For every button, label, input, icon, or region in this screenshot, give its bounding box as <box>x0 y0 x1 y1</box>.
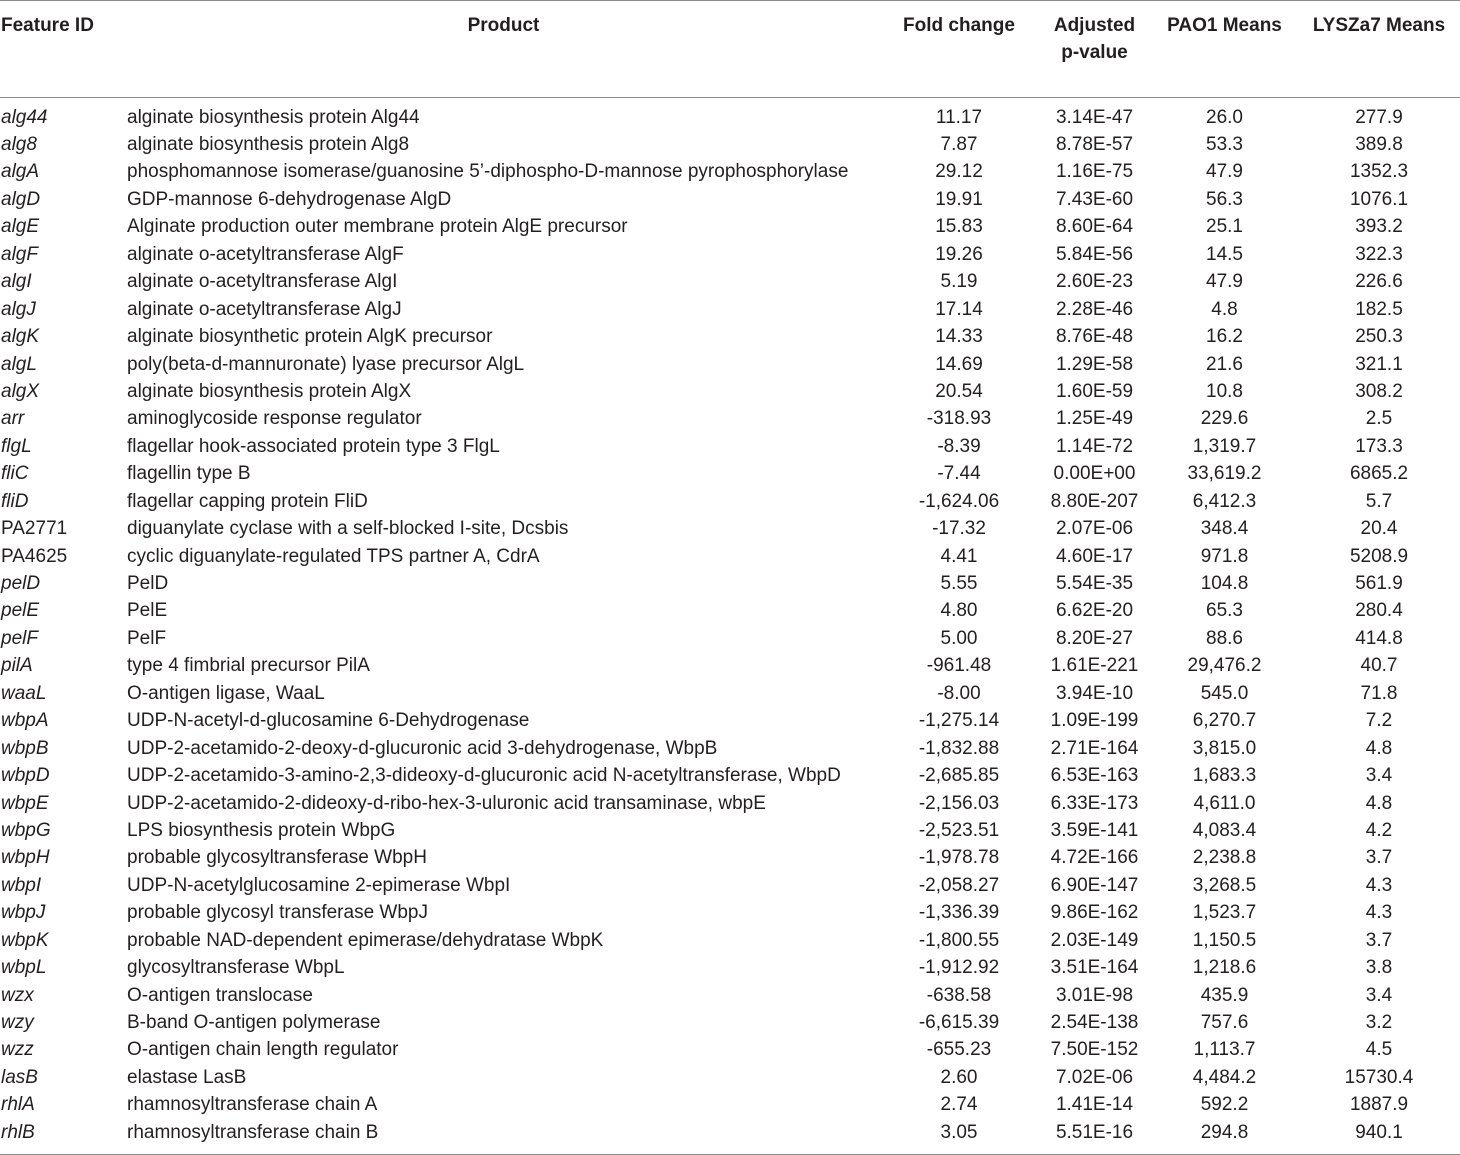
cell-pao1-means: 14.5 <box>1206 243 1243 265</box>
cell-feature-id: wbpA <box>1 710 49 732</box>
cell-adjusted-p-value: 1.41E-14 <box>1055 1094 1134 1116</box>
cell-adjusted-p-value: 3.51E-164 <box>1050 957 1139 979</box>
cell-lysza7-means: 4.3 <box>1365 902 1393 924</box>
cell-pao1-means: 6,412.3 <box>1192 490 1257 512</box>
table-row <box>0 652 1460 679</box>
cell-feature-id: wzy <box>1 1012 34 1033</box>
cell-feature-id: wbpE <box>1 792 49 814</box>
cell-fold-change: -1,800.55 <box>918 929 1000 951</box>
table-row <box>0 762 1460 789</box>
table-row <box>0 268 1460 295</box>
cell-pao1-means: 104.8 <box>1200 573 1249 594</box>
cell-feature-id: algA <box>1 161 40 183</box>
cell-fold-change: -8.00 <box>937 682 981 704</box>
cell-fold-change: 19.91 <box>935 188 983 210</box>
table-row <box>0 570 1460 597</box>
table-row <box>0 158 1460 185</box>
cell-lysza7-means: 20.4 <box>1360 518 1398 540</box>
table-row <box>0 954 1460 981</box>
cell-feature-id: wzx <box>1 984 34 1006</box>
cell-lysza7-means: 173.3 <box>1355 435 1403 457</box>
cell-fold-change: -1,832.88 <box>918 737 1000 759</box>
cell-adjusted-p-value: 7.02E-06 <box>1055 1066 1134 1088</box>
cell-adjusted-p-value: 2.03E-149 <box>1050 929 1139 951</box>
cell-lysza7-means: 3.2 <box>1365 1012 1393 1033</box>
cell-adjusted-p-value: 2.28E-46 <box>1055 298 1134 320</box>
cell-product: glycosyltransferase WbpL <box>127 957 345 979</box>
cell-lysza7-means: 940.1 <box>1355 1121 1403 1143</box>
table-row <box>0 872 1460 899</box>
cell-fold-change: 2.74 <box>940 1094 978 1116</box>
cell-pao1-means: 757.6 <box>1200 1012 1249 1033</box>
cell-adjusted-p-value: 6.62E-20 <box>1055 600 1134 622</box>
cell-fold-change: 29.12 <box>935 161 983 183</box>
cell-feature-id: algI <box>1 271 32 293</box>
cell-pao1-means: 25.1 <box>1206 216 1243 238</box>
cell-adjusted-p-value: 6.53E-163 <box>1050 765 1139 787</box>
table-row <box>0 790 1460 817</box>
cell-pao1-means: 4.8 <box>1211 298 1238 320</box>
cell-fold-change: 20.54 <box>935 380 983 402</box>
cell-fold-change: -1,624.06 <box>918 490 1000 512</box>
cell-lysza7-means: 308.2 <box>1355 380 1403 402</box>
cell-feature-id: wbpG <box>1 819 51 841</box>
cell-fold-change: -1,912.92 <box>918 957 1000 979</box>
cell-feature-id: alg8 <box>1 134 37 155</box>
cell-product: phosphomannose isomerase/guanosine 5’-diphospho-D-mannose pyrophosphorylase <box>127 161 849 183</box>
header-row <box>0 1 1460 98</box>
cell-adjusted-p-value: 1.09E-199 <box>1050 710 1139 732</box>
cell-pao1-means: 47.9 <box>1206 161 1243 183</box>
cell-product: alginate biosynthesis protein AlgX <box>127 380 412 402</box>
cell-adjusted-p-value: 2.07E-06 <box>1055 518 1134 540</box>
cell-fold-change: 5.00 <box>940 627 978 649</box>
cell-lysza7-means: 322.3 <box>1355 243 1403 265</box>
table-row <box>0 844 1460 871</box>
cell-pao1-means: 16.2 <box>1206 326 1243 348</box>
cell-lysza7-means: 277.9 <box>1355 107 1403 128</box>
cell-adjusted-p-value: 3.94E-10 <box>1055 682 1134 704</box>
cell-product: alginate biosynthesis protein Alg8 <box>127 134 410 155</box>
cell-lysza7-means: 3.7 <box>1365 929 1393 951</box>
table-row <box>0 982 1460 1009</box>
cell-lysza7-means: 4.5 <box>1365 1039 1393 1061</box>
cell-lysza7-means: 1352.3 <box>1349 161 1409 183</box>
cell-fold-change: -2,523.51 <box>918 819 1000 841</box>
table-row <box>0 241 1460 268</box>
cell-adjusted-p-value: 8.80E-207 <box>1050 490 1139 512</box>
cell-fold-change: 14.33 <box>935 326 983 348</box>
cell-lysza7-means: 6865.2 <box>1349 463 1409 485</box>
cell-product: UDP-N-acetyl-d-glucosamine 6-Dehydrogenase <box>127 710 530 732</box>
table-row <box>0 899 1460 926</box>
cell-fold-change: 5.55 <box>940 573 978 594</box>
cell-fold-change: -655.23 <box>926 1039 992 1061</box>
cell-adjusted-p-value: 6.90E-147 <box>1050 874 1139 896</box>
cell-product: B-band O-antigen polymerase <box>127 1012 381 1033</box>
cell-pao1-means: 1,683.3 <box>1192 765 1257 787</box>
cell-feature-id: alg44 <box>1 107 48 128</box>
table-header <box>0 1 1460 98</box>
table-row <box>0 735 1460 762</box>
cell-adjusted-p-value: 2.54E-138 <box>1050 1012 1139 1033</box>
cell-feature-id: wzz <box>1 1039 34 1061</box>
cell-pao1-means: 2,238.8 <box>1192 847 1257 869</box>
cell-fold-change: -1,336.39 <box>918 902 1000 924</box>
cell-adjusted-p-value: 5.54E-35 <box>1055 573 1134 594</box>
cell-adjusted-p-value: 2.71E-164 <box>1050 737 1139 759</box>
cell-product: UDP-2-acetamido-2-dideoxy-d-ribo-hex-3-uluronic acid transaminase, wbpE <box>127 792 766 814</box>
cell-feature-id: algF <box>1 243 38 265</box>
cell-adjusted-p-value: 5.84E-56 <box>1055 243 1134 265</box>
cell-product: aminoglycoside response regulator <box>127 408 422 430</box>
cell-feature-id: rhlA <box>1 1094 35 1116</box>
cell-adjusted-p-value: 3.14E-47 <box>1055 107 1134 128</box>
header-feature-id: Feature ID <box>1 15 94 36</box>
cell-fold-change: -8.39 <box>937 435 981 457</box>
cell-adjusted-p-value: 7.50E-152 <box>1050 1039 1139 1061</box>
cell-lysza7-means: 71.8 <box>1360 682 1398 704</box>
cell-product: alginate biosynthesis protein Alg44 <box>127 107 420 128</box>
cell-feature-id: wbpL <box>1 957 47 979</box>
cell-fold-change: 7.87 <box>940 134 978 155</box>
cell-product: alginate o-acetyltransferase AlgF <box>127 243 404 265</box>
cell-lysza7-means: 280.4 <box>1355 600 1403 622</box>
cell-pao1-means: 1,218.6 <box>1192 957 1257 979</box>
cell-adjusted-p-value: 1.61E-221 <box>1050 655 1139 677</box>
cell-lysza7-means: 3.4 <box>1365 984 1393 1006</box>
cell-lysza7-means: 389.8 <box>1355 134 1403 155</box>
cell-pao1-means: 3,268.5 <box>1192 874 1257 896</box>
cell-product: flagellar capping protein FliD <box>127 490 368 512</box>
cell-adjusted-p-value: 8.20E-27 <box>1055 627 1134 649</box>
cell-feature-id: algL <box>1 353 37 375</box>
table-row <box>0 1036 1460 1063</box>
table-row <box>0 213 1460 240</box>
table-row <box>0 460 1460 487</box>
cell-lysza7-means: 4.8 <box>1365 737 1393 759</box>
cell-feature-id: pelF <box>1 627 38 649</box>
cell-pao1-means: 47.9 <box>1206 271 1243 293</box>
cell-pao1-means: 1,113.7 <box>1193 1039 1256 1061</box>
cell-product: PelE <box>127 600 168 622</box>
table-row <box>0 1119 1460 1155</box>
cell-pao1-means: 88.6 <box>1206 627 1243 649</box>
cell-fold-change: 17.14 <box>935 298 983 320</box>
cell-pao1-means: 3,815.0 <box>1192 737 1257 759</box>
cell-product: alginate o-acetyltransferase AlgJ <box>127 298 402 320</box>
header-adjusted-line2: p-value <box>1061 42 1128 63</box>
table-row <box>0 433 1460 460</box>
cell-feature-id: lasB <box>1 1066 38 1088</box>
table-row <box>0 296 1460 323</box>
cell-feature-id: wbpD <box>1 765 50 787</box>
cell-fold-change: 11.17 <box>935 107 983 128</box>
cell-adjusted-p-value: 8.60E-64 <box>1055 216 1134 238</box>
cell-lysza7-means: 3.7 <box>1365 847 1393 869</box>
cell-feature-id: pelE <box>1 600 40 622</box>
cell-product: O-antigen chain length regulator <box>127 1039 399 1061</box>
cell-adjusted-p-value: 4.60E-17 <box>1055 545 1134 567</box>
cell-product: type 4 fimbrial precursor PilA <box>127 655 370 677</box>
cell-lysza7-means: 7.2 <box>1365 710 1393 732</box>
cell-product: PelD <box>127 573 169 594</box>
cell-pao1-means: 65.3 <box>1206 600 1243 622</box>
cell-pao1-means: 348.4 <box>1200 518 1249 540</box>
cell-feature-id: algX <box>1 380 40 402</box>
table-row <box>0 515 1460 542</box>
table-row <box>0 625 1460 652</box>
cell-lysza7-means: 5.7 <box>1365 490 1393 512</box>
cell-pao1-means: 229.6 <box>1200 408 1249 430</box>
cell-adjusted-p-value: 1.29E-58 <box>1055 353 1134 375</box>
cell-pao1-means: 1,523.7 <box>1192 902 1257 924</box>
cell-fold-change: -1,275.14 <box>918 710 1000 732</box>
cell-pao1-means: 1,319.7 <box>1192 435 1257 457</box>
header-lysza7-means: LYSZa7 Means <box>1312 15 1446 36</box>
cell-adjusted-p-value: 4.72E-166 <box>1050 847 1139 869</box>
cell-product: diguanylate cyclase with a self-blocked I-site, Dcsbis <box>127 518 569 540</box>
cell-pao1-means: 4,484.2 <box>1192 1066 1257 1088</box>
table-row <box>0 817 1460 844</box>
cell-feature-id: pilA <box>1 655 33 677</box>
table-row <box>0 98 1460 132</box>
cell-pao1-means: 56.3 <box>1206 188 1243 210</box>
table-row <box>0 131 1460 158</box>
cell-fold-change: 14.69 <box>935 353 983 375</box>
table-row <box>0 1091 1460 1118</box>
cell-pao1-means: 4,083.4 <box>1192 819 1257 841</box>
cell-adjusted-p-value: 1.16E-75 <box>1055 161 1134 183</box>
header-product: Product <box>467 15 540 36</box>
cell-product: alginate o-acetyltransferase AlgI <box>127 271 398 293</box>
cell-adjusted-p-value: 1.14E-72 <box>1055 435 1134 457</box>
cell-lysza7-means: 4.8 <box>1365 792 1393 814</box>
cell-product: poly(beta-d-mannuronate) lyase precursor AlgL <box>127 353 525 375</box>
cell-pao1-means: 53.3 <box>1206 134 1243 155</box>
cell-product: UDP-N-acetylglucosamine 2-epimerase WbpI <box>127 874 511 896</box>
cell-fold-change: -17.32 <box>932 518 986 540</box>
cell-feature-id: wbpI <box>1 874 42 896</box>
cell-pao1-means: 592.2 <box>1200 1094 1249 1116</box>
cell-adjusted-p-value: 5.51E-16 <box>1055 1121 1134 1143</box>
table-row <box>0 1064 1460 1091</box>
cell-product: O-antigen ligase, WaaL <box>127 682 325 704</box>
cell-pao1-means: 971.8 <box>1200 545 1249 567</box>
cell-lysza7-means: 1887.9 <box>1349 1094 1409 1116</box>
cell-feature-id: wbpJ <box>1 902 46 924</box>
cell-feature-id: PA4625 <box>1 545 68 567</box>
cell-lysza7-means: 40.7 <box>1360 655 1398 677</box>
cell-adjusted-p-value: 7.43E-60 <box>1055 188 1134 210</box>
cell-lysza7-means: 4.3 <box>1365 874 1393 896</box>
cell-pao1-means: 1,150.5 <box>1192 929 1257 951</box>
cell-fold-change: -961.48 <box>926 655 992 677</box>
header-pao1-means: PAO1 Means <box>1167 15 1282 36</box>
cell-pao1-means: 21.6 <box>1206 353 1243 375</box>
table-row <box>0 351 1460 378</box>
cell-adjusted-p-value: 1.25E-49 <box>1055 408 1134 430</box>
table-row <box>0 186 1460 213</box>
cell-lysza7-means: 414.8 <box>1355 627 1403 649</box>
cell-pao1-means: 29,476.2 <box>1187 655 1262 677</box>
cell-fold-change: 4.41 <box>940 545 978 567</box>
cell-product: LPS biosynthesis protein WbpG <box>127 819 396 841</box>
cell-lysza7-means: 561.9 <box>1355 573 1403 594</box>
cell-pao1-means: 33,619.2 <box>1187 463 1262 485</box>
cell-product: probable NAD-dependent epimerase/dehydratase WbpK <box>127 929 604 951</box>
cell-pao1-means: 10.8 <box>1206 380 1243 402</box>
cell-lysza7-means: 3.4 <box>1365 765 1393 787</box>
cell-lysza7-means: 5208.9 <box>1349 545 1409 567</box>
cell-feature-id: wbpB <box>1 737 49 759</box>
cell-product: elastase LasB <box>127 1066 247 1088</box>
cell-product: probable glycosyl transferase WbpJ <box>127 902 428 924</box>
table-row <box>0 323 1460 350</box>
cell-fold-change: 15.83 <box>935 216 983 238</box>
cell-product: Alginate production outer membrane protein AlgE precursor <box>127 216 628 238</box>
cell-feature-id: arr <box>1 408 25 430</box>
cell-feature-id: algD <box>1 188 41 210</box>
table-body <box>0 98 1460 1155</box>
cell-product: GDP-mannose 6-dehydrogenase AlgD <box>127 188 452 210</box>
cell-adjusted-p-value: 6.33E-173 <box>1050 792 1139 814</box>
cell-product: UDP-2-acetamido-2-deoxy-d-glucuronic acid 3-dehydrogenase, WbpB <box>127 737 718 759</box>
cell-fold-change: -2,685.85 <box>918 765 1000 787</box>
cell-adjusted-p-value: 9.86E-162 <box>1050 902 1139 924</box>
cell-product: rhamnosyltransferase chain B <box>127 1121 379 1143</box>
table-row <box>0 707 1460 734</box>
cell-product: probable glycosyltransferase WbpH <box>127 847 427 869</box>
cell-product: PelF <box>127 627 167 649</box>
table-row <box>0 488 1460 515</box>
cell-fold-change: 3.05 <box>940 1121 978 1143</box>
cell-lysza7-means: 393.2 <box>1355 216 1403 238</box>
cell-fold-change: -318.93 <box>926 408 992 430</box>
cell-adjusted-p-value: 8.76E-48 <box>1055 326 1134 348</box>
table-row <box>0 597 1460 624</box>
cell-adjusted-p-value: 0.00E+00 <box>1053 463 1136 485</box>
header-fold-change: Fold change <box>903 15 1015 36</box>
cell-adjusted-p-value: 3.01E-98 <box>1055 984 1134 1006</box>
cell-fold-change: 5.19 <box>940 271 978 293</box>
cell-product: flagellin type B <box>127 463 251 485</box>
cell-feature-id: wbpK <box>1 929 49 951</box>
table-row <box>0 378 1460 405</box>
cell-feature-id: PA2771 <box>1 518 68 540</box>
cell-feature-id: waaL <box>1 682 47 704</box>
cell-fold-change: 4.80 <box>940 600 978 622</box>
header-adjusted-p-value <box>1038 1 1151 98</box>
cell-feature-id: algE <box>1 216 40 238</box>
cell-pao1-means: 6,270.7 <box>1192 710 1257 732</box>
cell-feature-id: wbpH <box>1 847 50 869</box>
cell-lysza7-means: 4.2 <box>1365 819 1393 841</box>
cell-lysza7-means: 321.1 <box>1355 353 1403 375</box>
cell-lysza7-means: 1076.1 <box>1349 188 1409 210</box>
cell-adjusted-p-value: 8.78E-57 <box>1055 134 1134 155</box>
cell-pao1-means: 4,611.0 <box>1193 792 1256 814</box>
cell-lysza7-means: 3.8 <box>1365 957 1393 979</box>
cell-fold-change: -1,978.78 <box>918 847 1000 869</box>
cell-adjusted-p-value: 3.59E-141 <box>1050 819 1139 841</box>
cell-lysza7-means: 226.6 <box>1355 271 1403 293</box>
cell-pao1-means: 26.0 <box>1206 107 1243 128</box>
cell-product: alginate biosynthetic protein AlgK precursor <box>127 326 493 348</box>
table-row <box>0 680 1460 707</box>
cell-fold-change: -2,156.03 <box>918 792 1000 814</box>
cell-fold-change: -6,615.39 <box>918 1012 1000 1033</box>
cell-pao1-means: 545.0 <box>1200 682 1249 704</box>
header-adjusted-line1: Adjusted <box>1053 15 1136 36</box>
cell-product: UDP-2-acetamido-3-amino-2,3-dideoxy-d-glucuronic acid N-acetyltransferase, WbpD <box>127 765 841 787</box>
table-row <box>0 405 1460 432</box>
cell-adjusted-p-value: 1.60E-59 <box>1055 380 1134 402</box>
cell-fold-change: -2,058.27 <box>918 874 1000 896</box>
cell-fold-change: -638.58 <box>926 984 992 1006</box>
cell-product: O-antigen translocase <box>127 984 313 1006</box>
cell-product: flagellar hook-associated protein type 3 FlgL <box>127 435 500 457</box>
cell-feature-id: rhlB <box>1 1121 35 1143</box>
cell-lysza7-means: 182.5 <box>1355 298 1403 320</box>
cell-feature-id: fliC <box>1 463 29 485</box>
cell-feature-id: algJ <box>1 298 36 320</box>
table-row <box>0 543 1460 570</box>
cell-fold-change: -7.44 <box>937 463 981 485</box>
cell-feature-id: flgL <box>1 435 32 457</box>
table-row <box>0 1009 1460 1036</box>
table-row <box>0 927 1460 954</box>
cell-feature-id: pelD <box>1 573 41 594</box>
cell-product: rhamnosyltransferase chain A <box>127 1094 378 1116</box>
cell-fold-change: 19.26 <box>935 243 983 265</box>
cell-pao1-means: 294.8 <box>1200 1121 1249 1143</box>
cell-lysza7-means: 2.5 <box>1365 408 1393 430</box>
cell-feature-id: fliD <box>1 490 29 512</box>
cell-product: cyclic diguanylate-regulated TPS partner A, CdrA <box>127 545 540 567</box>
cell-adjusted-p-value: 2.60E-23 <box>1055 271 1134 293</box>
cell-feature-id: algK <box>1 326 40 348</box>
cell-pao1-means: 435.9 <box>1200 984 1249 1006</box>
cell-fold-change: 2.60 <box>940 1066 978 1088</box>
cell-lysza7-means: 250.3 <box>1355 326 1403 348</box>
cell-lysza7-means: 15730.4 <box>1344 1066 1414 1088</box>
